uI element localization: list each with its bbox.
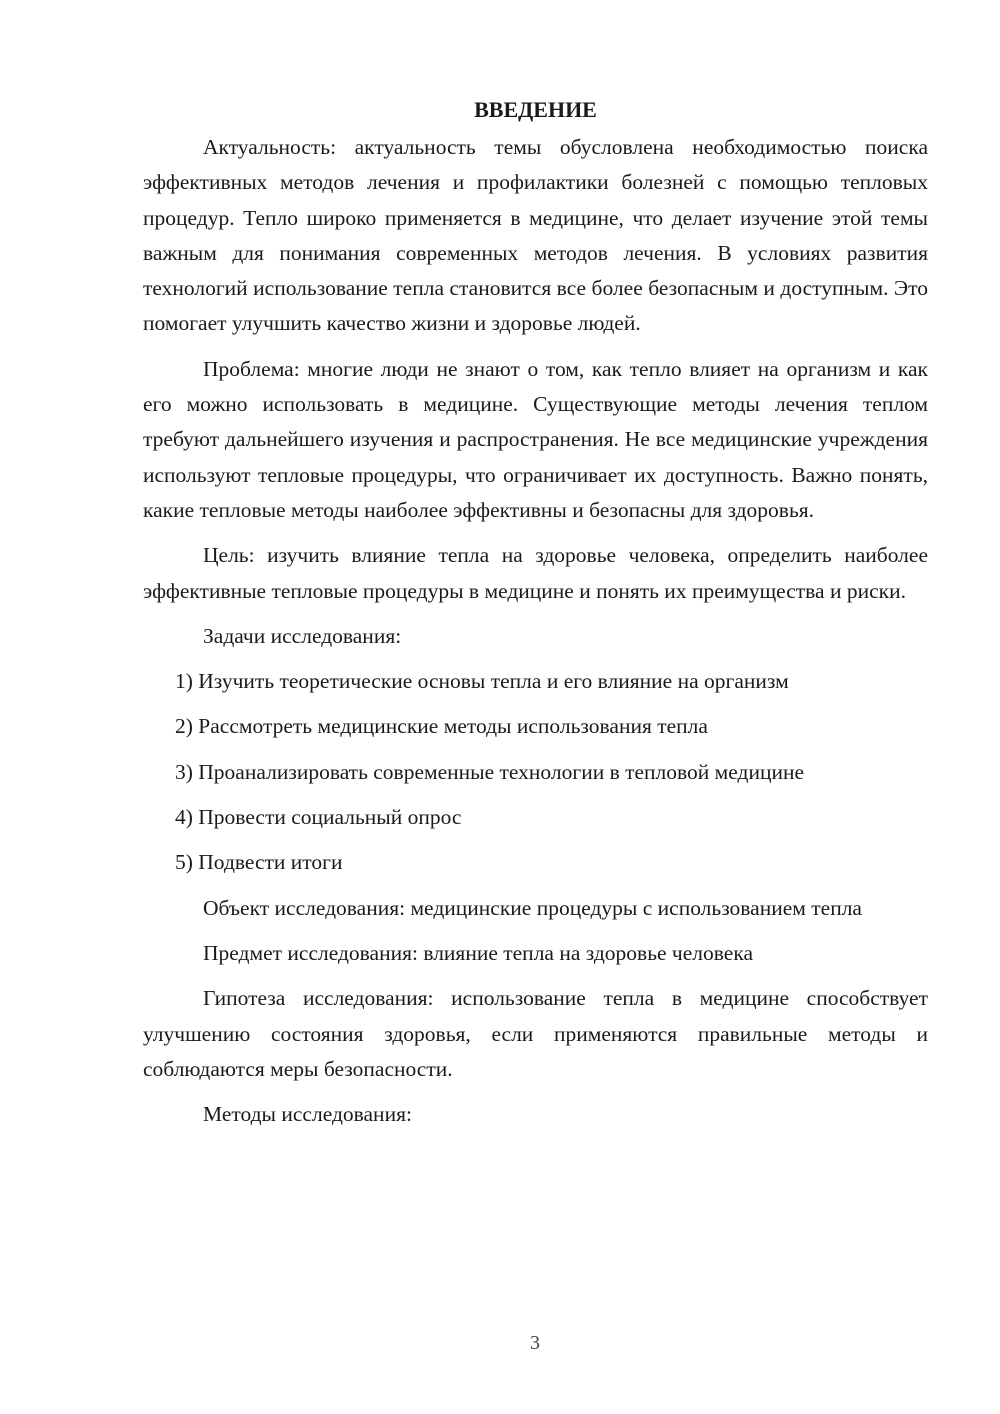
paragraph-object: Объект исследования: медицинские процедуры с использованием тепла — [203, 895, 862, 920]
tasks-list — [143, 664, 928, 880]
paragraph-problem: Проблема: многие люди не знают о том, как тепло влияет на организм и как его можно использовать в медицине. Существующие методы лечения теплом требуют дальнейшего изучения и распространения. Не все медицинские учреждения используют тепловые процедуры, что ограничивает их доступность. Важно понять, какие тепловые методы наиболее эффективны и безопасны для здоровья. — [143, 356, 928, 522]
paragraph-hypothesis: Гипотеза исследования: использование тепла в медицине способствует улучшению состояния здоровья, если применяются правильные методы и соблюдаются меры безопасности. — [143, 986, 928, 1081]
list-item: 4) Провести социальный опрос — [175, 805, 462, 830]
paragraph-relevance: Актуальность: актуальность темы обусловлена необходимостью поиска эффективных методов лечения и профилактики болезней с помощью тепловых процедур. Тепло широко применяется в медицине, что делает изучение этой темы важным для понимания современных методов лечения. В условиях развития технологий использование тепла становится все более безопасным и доступным. Это помогает улучшить качество жизни и здоровье людей. — [143, 135, 928, 336]
list-item: 3) Проанализировать современные технологии в тепловой медицине — [175, 759, 805, 784]
tasks-title: Задачи исследования: — [203, 623, 402, 648]
paragraph-subject: Предмет исследования: влияние тепла на здоровье человека — [203, 940, 753, 965]
methods-title: Методы исследования: — [203, 1102, 412, 1127]
list-item: 5) Подвести итоги — [175, 850, 343, 875]
list-item: 1) Изучить теоретические основы тепла и его влияние на организм — [175, 669, 789, 694]
section-heading: ВВЕДЕНИЕ — [474, 97, 597, 122]
document-page — [143, 90, 928, 1142]
paragraph-goal: Цель: изучить влияние тепла на здоровье человека, определить наиболее эффективные тепловые процедуры в медицине и понять их преимущества и риски. — [143, 543, 928, 603]
page-number: 3 — [530, 1332, 540, 1354]
list-item: 2) Рассмотреть медицинские методы использования тепла — [175, 714, 708, 739]
